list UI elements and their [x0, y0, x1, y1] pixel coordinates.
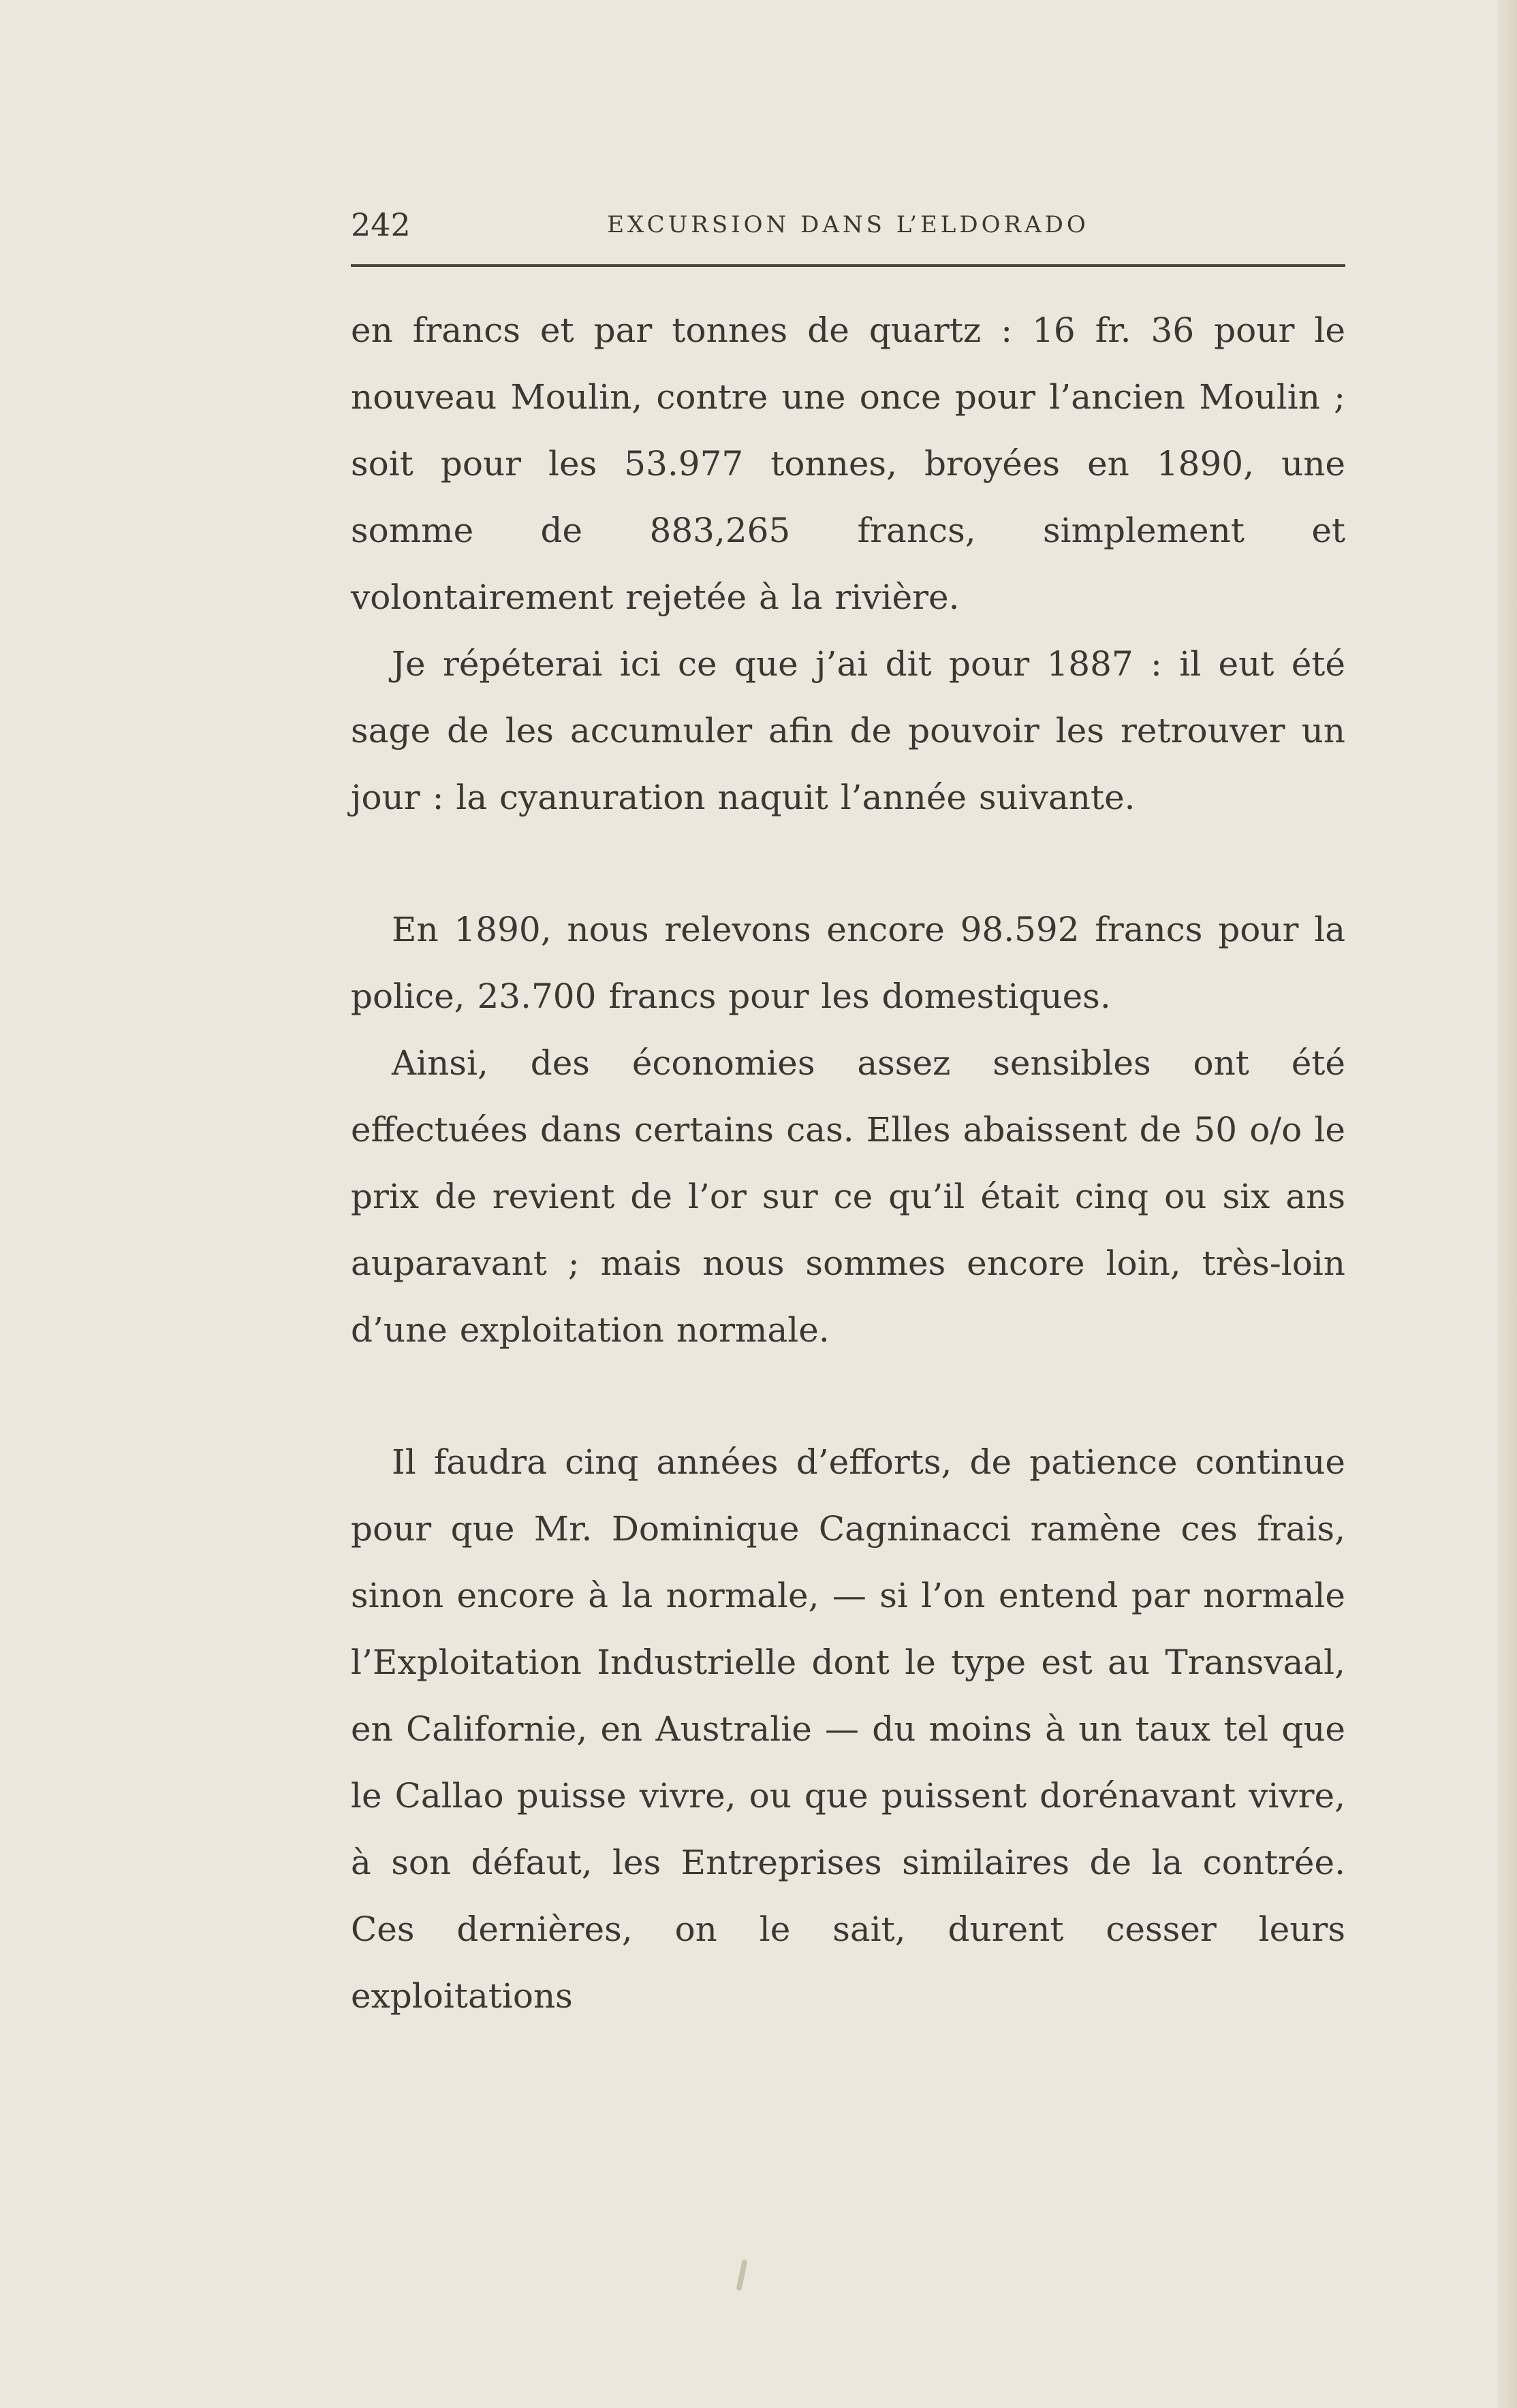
page-number: 242 [351, 206, 411, 243]
paragraph-cyanuration: Je répéterai ici ce que j’ai dit pour 1887 : il eut été sage de les accumuler afin de pouvoir les retrouver un jour : la cyanuration naquit l’année suivante. [351, 644, 1345, 817]
paragraph-police-expenses: En 1890, nous relevons encore 98.592 francs pour la police, 23.700 francs pour les domestiques. [351, 910, 1345, 1016]
paragraph-economies: Ainsi, des économies assez sensibles ont été effectuées dans certains cas. Elles abaissent de 50 o/o le prix de revient de l’or sur ce qu’il était cinq ou six ans auparavant ; mais nous sommes encore loin, très-loin d’une exploitation normale. [351, 1043, 1345, 1350]
paper-fleck [736, 2260, 747, 2292]
body-text [351, 297, 1345, 2029]
paragraph-five-years: Il faudra cinq années d’efforts, de patience continue pour que Mr. Dominique Cagninacci ramène ces frais, sinon encore à la normale, — si l’on entend par normale l’Exploitation Industrielle dont le type est au Transvaal, en Californie, en Australie — du moins à un taux tel que le Callao puisse vivre, ou que puissent dorénavant vivre, à son défaut, les Entreprises similaires de la contrée. Ces dernières, on le sait, durent cesser leurs exploitations [351, 1442, 1345, 2016]
paragraph-continuation: en francs et par tonnes de quartz : 16 fr. 36 pour le nouveau Moulin, contre une once pour l’ancien Moulin ; soit pour les 53.977 tonnes, broyées en 1890, une somme de 883,265 francs, simplement et volontairement rejetée à la rivière. [351, 311, 1345, 617]
header-rule [351, 264, 1345, 267]
running-title: EXCURSION DANS L’ELDORADO [607, 211, 1089, 238]
page-header [351, 204, 1345, 245]
page-gutter-shadow [1498, 0, 1517, 2408]
